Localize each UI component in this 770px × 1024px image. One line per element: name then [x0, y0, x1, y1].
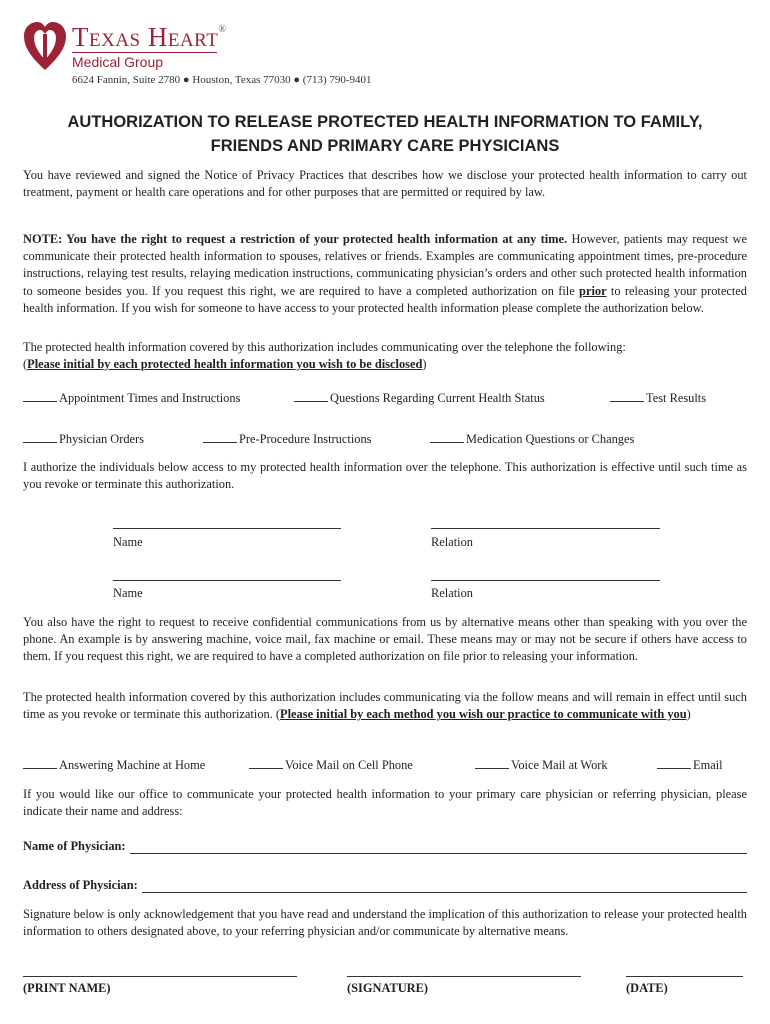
physician-name-field[interactable]: [23, 839, 747, 854]
option-voice-mail-work[interactable]: Voice Mail at Work: [475, 758, 608, 773]
option-questions-health-status[interactable]: Questions Regarding Current Health Status: [294, 391, 545, 406]
note-paragraph: [23, 231, 747, 317]
note-prior: prior: [579, 283, 607, 298]
initial-blank[interactable]: [203, 432, 237, 443]
option-email[interactable]: Email: [657, 758, 723, 773]
individual-name-label-2: Name: [113, 586, 143, 600]
date-line[interactable]: [626, 976, 743, 977]
initial-blank[interactable]: [657, 758, 691, 769]
physician-name-line[interactable]: [130, 841, 747, 854]
brand-divider: [72, 52, 217, 53]
signature-label: (SIGNATURE): [347, 981, 429, 995]
note-bold: NOTE: You have the right to request a restriction of your protected health information at any time.: [23, 232, 568, 246]
brand-subtitle: Medical Group: [72, 54, 164, 70]
phone-scope-instruction: Please initial by each protected health information you wish to be disclosed: [27, 357, 423, 372]
initial-blank[interactable]: [23, 432, 57, 443]
physician-name-label: Name of Physician:: [23, 839, 126, 853]
individual-relation-line-1[interactable]: [431, 528, 660, 529]
authorize-paragraph: I authorize the individuals below access to my protected health information over the telephone. This authorization is effective until such time as you revoke or terminate this authorization.: [23, 460, 747, 492]
individual-relation-line-2[interactable]: [431, 580, 660, 581]
date-label: (DATE): [626, 981, 668, 995]
signature-line[interactable]: [347, 976, 581, 977]
initial-blank[interactable]: [475, 758, 509, 769]
initial-blank[interactable]: [294, 391, 328, 402]
individual-name-line-2[interactable]: [113, 580, 341, 581]
physician-address-field[interactable]: [23, 878, 747, 893]
phone-scope-text: The protected health information covered by this authorization includes communicating over the telephone the following:: [23, 340, 626, 354]
physician-address-line[interactable]: [142, 880, 747, 893]
heart-logo-icon: [22, 20, 68, 72]
initial-blank[interactable]: [23, 391, 57, 402]
title-line-1: AUTHORIZATION TO RELEASE PROTECTED HEALTH INFORMATION TO FAMILY,: [67, 113, 703, 131]
brand-address: 6624 Fannin, Suite 2780 ● Houston, Texas 77030 ● (713) 790-9401: [72, 74, 372, 86]
option-answering-machine[interactable]: Answering Machine at Home: [23, 758, 205, 773]
option-medication[interactable]: Medication Questions or Changes: [430, 432, 634, 447]
individual-name-label-1: Name: [113, 535, 143, 549]
document-title: [0, 110, 770, 158]
initial-blank[interactable]: [430, 432, 464, 443]
individual-name-line-1[interactable]: [113, 528, 341, 529]
pcp-paragraph: If you would like our office to communicate your protected health information to your primary care physician or referring physician, please indicate their name and address:: [23, 787, 747, 819]
option-voice-mail-cell[interactable]: Voice Mail on Cell Phone: [249, 758, 413, 773]
option-test-results[interactable]: Test Results: [610, 391, 706, 406]
initial-blank[interactable]: [610, 391, 644, 402]
means-scope-paragraph: The protected health information covered by this authorization includes communicating via the follow means and will remain in effect until such time as you revoke or terminate this authorization. (Please initial by each method you wish our practice to communicate with you): [23, 690, 747, 722]
means-scope-instruction: Please initial by each method you wish our practice to communicate with you: [280, 707, 687, 722]
print-name-label: (PRINT NAME): [23, 981, 111, 995]
initial-blank[interactable]: [23, 758, 57, 769]
initial-blank[interactable]: [249, 758, 283, 769]
individual-relation-label-2: Relation: [431, 586, 473, 600]
acknowledgement-paragraph: Signature below is only acknowledgement that you have read and understand the implication of this authorization to release your protected health information to others designated above, to your referring physician and/or communicate by alternative means.: [23, 907, 747, 939]
individual-relation-label-1: Relation: [431, 535, 473, 549]
physician-address-label: Address of Physician:: [23, 878, 138, 892]
print-name-line[interactable]: [23, 976, 297, 977]
option-physician-orders[interactable]: Physician Orders: [23, 432, 144, 447]
option-appointment[interactable]: Appointment Times and Instructions: [23, 391, 240, 406]
confidential-paragraph: You also have the right to request to receive confidential communications from us by alternative means other than speaking with you over the phone. An example is by answering machine, voice mail, fax machine or email. These means may or may not be secure if others have access to them. If you request this right, we are required to have a completed authorization on file prior to releasing your information.: [23, 615, 747, 664]
note-text-2: to releasing your protected health information. If you wish for someone to have access to your protected health information please complete the authorization below.: [23, 283, 747, 315]
brand-name: Texas Heart®: [72, 22, 227, 52]
means-scope-text: The protected health information covered by this authorization includes communicating via the follow means and will remain in effect until such time as you revoke or terminate this authorization.: [23, 690, 747, 722]
phone-scope-paragraph: The protected health information covered by this authorization includes communicating over the telephone the following: (Please initial by each protected health information you wish to be disclosed): [23, 340, 626, 372]
option-pre-procedure[interactable]: Pre-Procedure Instructions: [203, 432, 371, 447]
note-text-1: However, patients may request we communicate their protected health information to spouses, relatives or friends. Examples are communicating appointment times, pre-procedure instructions, relaying test results, relaying medication instructions, communicating physician’s orders and other such protected health information to someone besides you. If you request this right, we are required to have a completed authorization on file: [23, 232, 747, 298]
title-line-2: FRIENDS AND PRIMARY CARE PHYSICIANS: [210, 137, 560, 155]
intro-paragraph: You have reviewed and signed the Notice of Privacy Practices that describes how we disclose your protected health information to carry out treatment, payment or health care operations and for other purposes that are permitted or required by law.: [23, 168, 747, 200]
